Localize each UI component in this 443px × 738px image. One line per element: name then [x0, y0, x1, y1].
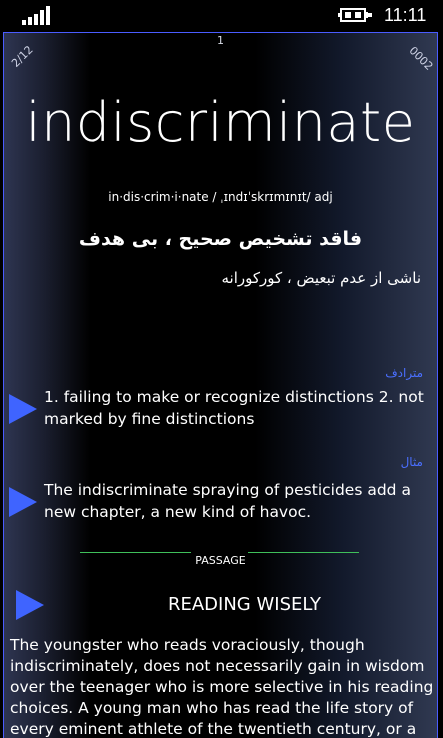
synonym-label: مترادف [385, 366, 423, 380]
example-text: The indiscriminate spraying of pesticides add a new chapter, a new kind of havoc. [44, 481, 411, 521]
play-arrow-icon[interactable] [9, 487, 37, 517]
status-time: 11:11 [384, 5, 427, 25]
battery-charging-icon [338, 6, 372, 24]
pronunciation: in·dis·crim·i·nate / ˌɪndɪˈskrɪmɪnɪt/ adj [108, 190, 333, 204]
play-arrow-icon[interactable] [9, 394, 37, 424]
card-index: 1 [217, 34, 224, 47]
definition-text: 1. failing to make or recognize distinctions 2. not marked by fine distinctions [44, 388, 424, 428]
headword: indiscriminate [25, 91, 416, 154]
example-label: مثال [400, 455, 423, 469]
passage-label: PASSAGE [195, 554, 246, 567]
page-counter: 2/12 [9, 43, 36, 70]
passage-title: READING WISELY [167, 594, 322, 615]
flashcard[interactable] [3, 32, 438, 738]
persian-meaning: فاقد تشخیص صحیح ، بی هدف [78, 228, 363, 250]
word-id: 0002 [406, 44, 436, 73]
persian-secondary-meaning: ناشی از عدم تبعیض ، کورکورانه [221, 269, 421, 287]
divider-left [80, 552, 191, 553]
signal-bars-icon [22, 5, 52, 25]
status-bar [0, 0, 443, 32]
passage-text: The youngster who reads voraciously, though indiscriminately, does not necessarily gain in wisdom over the teenager who is more selective in his reading choices. A young man who has read the life story of every eminent athlete of the twentieth century, or a [10, 636, 434, 738]
play-arrow-icon[interactable] [16, 590, 44, 620]
divider-right [248, 552, 359, 553]
